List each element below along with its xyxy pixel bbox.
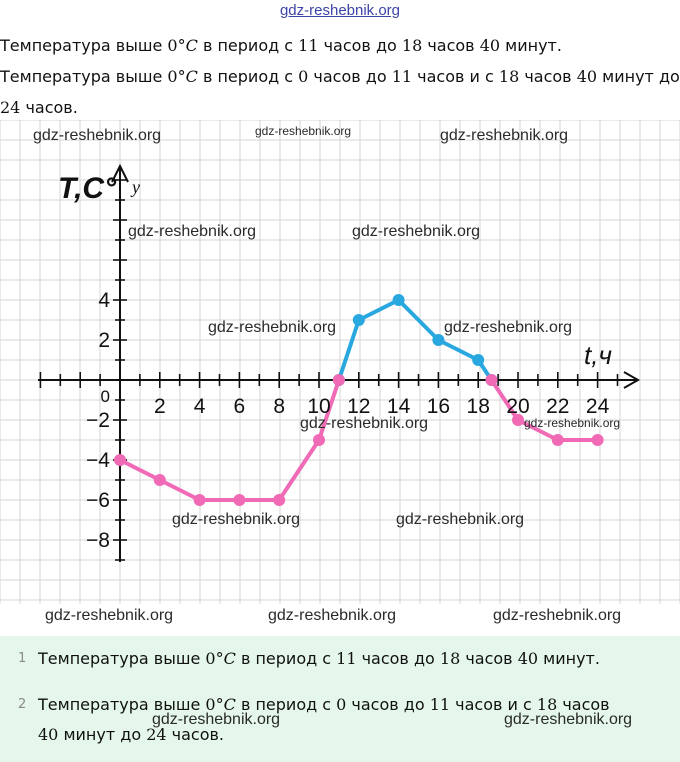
- watermark[interactable]: gdz-reshebnik.org: [128, 223, 257, 240]
- watermark[interactable]: gdz-reshebnik.org: [255, 124, 352, 138]
- watermark[interactable]: gdz-reshebnik.org: [493, 607, 622, 624]
- data-point: [154, 474, 166, 486]
- data-point: [432, 334, 444, 346]
- data-point: [552, 434, 564, 446]
- y-tick-label: 2: [98, 329, 110, 352]
- intro-line-2: Температура выше 0°C в период с 0 часов до 11 часов и с 18 часов 40 минут до 24 часов.: [0, 67, 680, 117]
- chart-ticks: [40, 180, 617, 560]
- watermark[interactable]: gdz-reshebnik.org: [352, 223, 481, 240]
- x-tick-label: 8: [273, 395, 286, 418]
- watermark[interactable]: gdz-reshebnik.org: [208, 319, 337, 336]
- watermark[interactable]: gdz-reshebnik.org: [300, 415, 429, 432]
- data-point: [485, 374, 497, 386]
- x-tick-label: 10: [307, 395, 331, 418]
- answer-2: 2 Температура выше 0°C в период с 0 часов до 11 часов и с 18 часов 40 минут до 24 часов.: [38, 690, 668, 750]
- data-point: [353, 314, 365, 326]
- x-tick-label: 16: [426, 395, 451, 418]
- y-tick-label: −2: [86, 409, 110, 432]
- x-tick-label: 6: [233, 395, 246, 418]
- watermark[interactable]: gdz-reshebnik.org: [440, 127, 569, 144]
- watermark[interactable]: gdz-reshebnik.org: [33, 127, 162, 144]
- intro-text: [0, 30, 680, 123]
- data-point: [114, 454, 126, 466]
- watermark[interactable]: gdz-reshebnik.org: [444, 319, 573, 336]
- watermark[interactable]: gdz-reshebnik.org: [504, 711, 633, 728]
- y-axis-letter: y: [132, 177, 140, 197]
- data-point: [273, 494, 285, 506]
- origin-label: 0: [100, 387, 110, 406]
- x-tick-label: 22: [546, 395, 570, 418]
- x-tick-label: 18: [466, 395, 490, 418]
- answer-1: 1 Температура выше 0°C в период с 11 часов до 18 часов 40 минут.: [38, 644, 668, 674]
- y-tick-label: −4: [86, 449, 110, 472]
- watermark[interactable]: gdz-reshebnik.org: [268, 607, 397, 624]
- x-tick-label: 12: [347, 395, 371, 418]
- x-tick-label: 14: [386, 395, 411, 418]
- x-tick-label: 24: [585, 395, 610, 418]
- y-tick-label: −8: [86, 529, 110, 552]
- data-point: [592, 434, 604, 446]
- temperature-chart: [0, 120, 680, 605]
- intro-line-1: Температура выше 0°C в период с 11 часов до 18 часов 40 минут.: [0, 36, 562, 55]
- data-point: [194, 494, 206, 506]
- data-point: [313, 434, 325, 446]
- watermark[interactable]: gdz-reshebnik.org: [524, 416, 621, 430]
- y-axis-title: T,C°: [58, 172, 117, 205]
- watermark[interactable]: gdz-reshebnik.org: [152, 711, 281, 728]
- data-point: [233, 494, 245, 506]
- data-point: [472, 354, 484, 366]
- watermark[interactable]: gdz-reshebnik.org: [396, 511, 525, 528]
- answer-number: 1: [18, 651, 27, 666]
- watermark-top[interactable]: gdz-reshebnik.org: [279, 2, 401, 19]
- answer-number: 2: [18, 697, 27, 712]
- x-tick-label: 20: [506, 395, 530, 418]
- x-axis-title: t,ч: [584, 340, 612, 370]
- y-tick-label: 4: [98, 289, 110, 312]
- watermark[interactable]: gdz-reshebnik.org: [172, 511, 301, 528]
- y-tick-label: −6: [86, 489, 110, 512]
- x-tick-label: 4: [193, 395, 206, 418]
- x-tick-label: 2: [153, 395, 166, 418]
- answers-panel: [0, 636, 680, 762]
- data-point: [333, 374, 345, 386]
- watermark[interactable]: gdz-reshebnik.org: [45, 607, 174, 624]
- data-point: [393, 294, 405, 306]
